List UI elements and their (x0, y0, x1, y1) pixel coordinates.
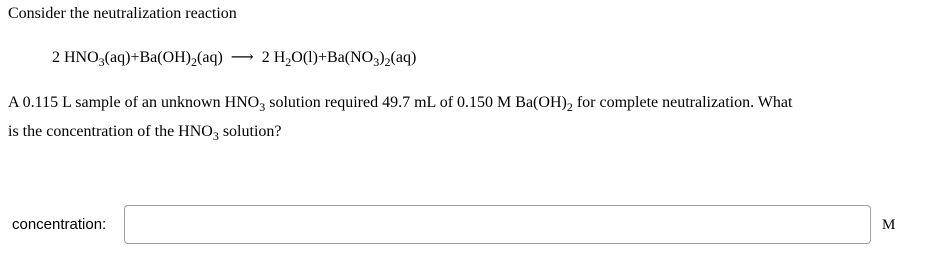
question-text-line-1 (8, 94, 793, 114)
baoh2-state: (aq) (197, 49, 223, 66)
question-text-line-2 (8, 123, 282, 143)
hno3-state: (aq) (104, 49, 131, 66)
reaction-arrow-icon: ⟶ (230, 49, 254, 66)
coefficient-h2o: 2 (261, 49, 270, 66)
question-text: is the concentration of the HNO (8, 123, 213, 140)
question-text: A 0.115 L sample of an unknown HNO (8, 94, 260, 111)
reaction-equation (52, 49, 417, 69)
h2o-formula: H (273, 49, 286, 66)
concentration-input[interactable] (124, 205, 871, 244)
question-text: solution required 49.7 mL of 0.150 M Ba(OH) (265, 94, 567, 111)
intro-text: Consider the neutralization reaction (8, 5, 237, 22)
h2o-formula-rest: O(l) (291, 49, 318, 66)
concentration-label: concentration: (12, 216, 107, 233)
bano32-subscript-2: 2 (384, 55, 391, 69)
question-text: for complete neutralization. What (572, 94, 793, 111)
baoh2-formula: Ba(OH) (139, 49, 192, 66)
unit-label: M (882, 217, 896, 233)
bano32-state: (aq) (390, 49, 417, 66)
hno3-subscript: 3 (98, 55, 105, 69)
question-text: solution? (218, 123, 282, 140)
bano32-paren: ) (379, 49, 385, 66)
h2o-subscript: 2 (285, 55, 292, 69)
bano32-formula: Ba(NO (326, 49, 374, 66)
bano32-subscript-1: 3 (373, 55, 380, 69)
plus-sign: + (317, 49, 327, 66)
coefficient-hno3: 2 (52, 49, 60, 66)
baoh2-subscript: 2 (191, 55, 198, 69)
question-subscript: 3 (212, 129, 219, 143)
hno3-formula: HNO (64, 49, 99, 66)
question-subscript: 3 (259, 100, 266, 114)
plus-sign: + (130, 49, 140, 66)
question-subscript: 2 (566, 100, 573, 114)
